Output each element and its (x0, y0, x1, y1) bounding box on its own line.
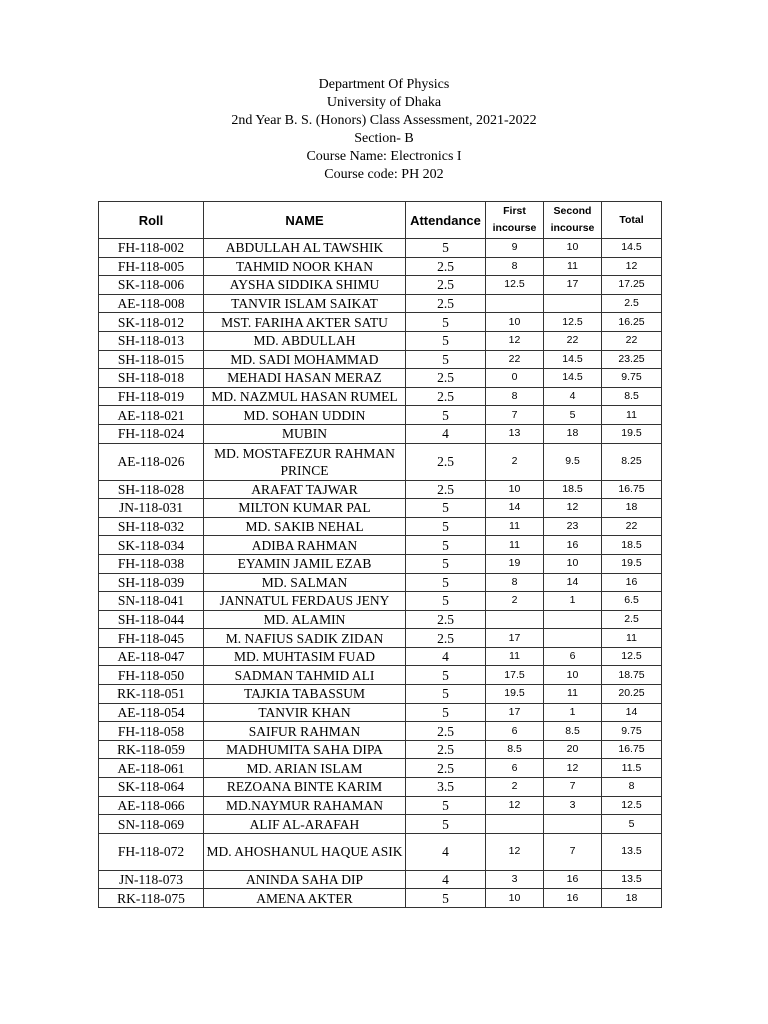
assessment-table (98, 201, 662, 908)
cell-first-incourse (486, 610, 544, 629)
cell-total: 8.5 (602, 387, 662, 406)
cell-total: 20.25 (602, 685, 662, 704)
header-roll: Roll (99, 202, 204, 239)
cell-name: MILTON KUMAR PAL (204, 499, 406, 518)
cell-attendance: 4 (406, 647, 486, 666)
cell-roll: AE-118-021 (99, 406, 204, 425)
table-row (99, 647, 662, 666)
cell-first-incourse: 2 (486, 443, 544, 480)
cell-first-incourse: 17 (486, 703, 544, 722)
cell-first-incourse: 2 (486, 778, 544, 797)
cell-second-incourse: 6 (544, 647, 602, 666)
table-row (99, 759, 662, 778)
cell-name: ANINDA SAHA DIP (204, 870, 406, 889)
table-row (99, 889, 662, 908)
cell-name: MD. SALMAN (204, 573, 406, 592)
cell-attendance: 5 (406, 313, 486, 332)
cell-attendance: 5 (406, 406, 486, 425)
cell-name: MD. SOHAN UDDIN (204, 406, 406, 425)
cell-roll: AE-118-066 (99, 796, 204, 815)
cell-attendance: 5 (406, 350, 486, 369)
table-row (99, 499, 662, 518)
table-row (99, 239, 662, 258)
cell-first-incourse: 8.5 (486, 740, 544, 759)
cell-total: 23.25 (602, 350, 662, 369)
cell-roll: FH-118-050 (99, 666, 204, 685)
table-row (99, 592, 662, 611)
table-row (99, 610, 662, 629)
cell-name: MD. SAKIB NEHAL (204, 517, 406, 536)
cell-attendance: 5 (406, 331, 486, 350)
table-row (99, 870, 662, 889)
cell-first-incourse: 12 (486, 331, 544, 350)
cell-roll: AE-118-008 (99, 294, 204, 313)
cell-total: 8 (602, 778, 662, 797)
cell-second-incourse: 1 (544, 703, 602, 722)
cell-total: 16 (602, 573, 662, 592)
cell-second-incourse: 10 (544, 554, 602, 573)
cell-name: MD.NAYMUR RAHAMAN (204, 796, 406, 815)
table-row (99, 554, 662, 573)
cell-roll: AE-118-026 (99, 443, 204, 480)
cell-roll: FH-118-024 (99, 424, 204, 443)
header-attendance: Attendance (406, 202, 486, 239)
cell-total: 9.75 (602, 369, 662, 388)
cell-name: MD. MUHTASIM FUAD (204, 647, 406, 666)
cell-total: 2.5 (602, 610, 662, 629)
cell-attendance: 2.5 (406, 443, 486, 480)
cell-name: MADHUMITA SAHA DIPA (204, 740, 406, 759)
header-first-incourse: First incourse (486, 202, 544, 239)
cell-first-incourse: 11 (486, 517, 544, 536)
table-row (99, 629, 662, 648)
cell-roll: SH-118-013 (99, 331, 204, 350)
table-row (99, 276, 662, 295)
cell-name: MD. ALAMIN (204, 610, 406, 629)
table-row (99, 796, 662, 815)
table-row (99, 257, 662, 276)
cell-total: 22 (602, 517, 662, 536)
cell-first-incourse: 12.5 (486, 276, 544, 295)
cell-second-incourse: 12 (544, 499, 602, 518)
cell-first-incourse: 13 (486, 424, 544, 443)
cell-attendance: 2.5 (406, 387, 486, 406)
cell-attendance: 4 (406, 833, 486, 870)
cell-attendance: 4 (406, 870, 486, 889)
cell-roll: FH-118-002 (99, 239, 204, 258)
cell-second-incourse: 14 (544, 573, 602, 592)
cell-attendance: 5 (406, 499, 486, 518)
cell-total: 6.5 (602, 592, 662, 611)
table-row (99, 406, 662, 425)
section-label: Section- B (354, 131, 414, 146)
cell-roll: RK-118-059 (99, 740, 204, 759)
cell-attendance: 5 (406, 796, 486, 815)
cell-first-incourse: 8 (486, 387, 544, 406)
cell-first-incourse: 10 (486, 889, 544, 908)
cell-first-incourse: 6 (486, 722, 544, 741)
cell-total: 16.75 (602, 740, 662, 759)
cell-name: MUBIN (204, 424, 406, 443)
cell-name: TANVIR ISLAM SAIKAT (204, 294, 406, 313)
cell-roll: FH-118-045 (99, 629, 204, 648)
header-second-incourse: Second incourse (544, 202, 602, 239)
table-row (99, 387, 662, 406)
assessment-title: 2nd Year B. S. (Honors) Class Assessment, 2021-2022 (231, 113, 537, 128)
cell-attendance: 2.5 (406, 759, 486, 778)
cell-attendance: 2.5 (406, 722, 486, 741)
cell-name: SAIFUR RAHMAN (204, 722, 406, 741)
cell-second-incourse: 23 (544, 517, 602, 536)
cell-total: 12 (602, 257, 662, 276)
cell-total: 19.5 (602, 424, 662, 443)
cell-first-incourse: 22 (486, 350, 544, 369)
cell-roll: SH-118-039 (99, 573, 204, 592)
cell-name: AMENA AKTER (204, 889, 406, 908)
cell-first-incourse (486, 815, 544, 834)
cell-total: 12.5 (602, 796, 662, 815)
cell-name: MD. AHOSHANUL HAQUE ASIK (204, 833, 406, 870)
cell-first-incourse: 9 (486, 239, 544, 258)
cell-second-incourse: 11 (544, 685, 602, 704)
cell-first-incourse: 11 (486, 647, 544, 666)
cell-second-incourse: 12.5 (544, 313, 602, 332)
cell-total: 16.25 (602, 313, 662, 332)
table-row (99, 443, 662, 480)
cell-name: TAJKIA TABASSUM (204, 685, 406, 704)
cell-first-incourse: 12 (486, 796, 544, 815)
cell-total: 14.5 (602, 239, 662, 258)
table-row (99, 350, 662, 369)
cell-second-incourse: 3 (544, 796, 602, 815)
table-row (99, 778, 662, 797)
cell-total: 13.5 (602, 870, 662, 889)
course-name: Course Name: Electronics I (306, 149, 462, 164)
cell-first-incourse: 0 (486, 369, 544, 388)
cell-attendance: 5 (406, 815, 486, 834)
cell-total: 17.25 (602, 276, 662, 295)
cell-second-incourse: 11 (544, 257, 602, 276)
cell-second-incourse: 7 (544, 778, 602, 797)
document-header (0, 76, 768, 184)
cell-name: MEHADI HASAN MERAZ (204, 369, 406, 388)
cell-roll: SH-118-015 (99, 350, 204, 369)
cell-second-incourse: 10 (544, 666, 602, 685)
table-row (99, 313, 662, 332)
cell-attendance: 2.5 (406, 740, 486, 759)
cell-name: ALIF AL-ARAFAH (204, 815, 406, 834)
cell-name: JANNATUL FERDAUS JENY (204, 592, 406, 611)
cell-name: MD. NAZMUL HASAN RUMEL (204, 387, 406, 406)
cell-total: 18.75 (602, 666, 662, 685)
cell-attendance: 5 (406, 239, 486, 258)
cell-second-incourse (544, 294, 602, 313)
cell-name: SADMAN TAHMID ALI (204, 666, 406, 685)
cell-total: 22 (602, 331, 662, 350)
cell-roll: SK-118-006 (99, 276, 204, 295)
cell-roll: SH-118-032 (99, 517, 204, 536)
table-header-row (99, 202, 662, 239)
table-row (99, 740, 662, 759)
cell-attendance: 5 (406, 685, 486, 704)
cell-name: ARAFAT TAJWAR (204, 480, 406, 499)
cell-attendance: 5 (406, 517, 486, 536)
cell-total: 18 (602, 499, 662, 518)
table-row (99, 703, 662, 722)
cell-second-incourse: 16 (544, 870, 602, 889)
table-row (99, 294, 662, 313)
cell-first-incourse: 17.5 (486, 666, 544, 685)
cell-first-incourse: 11 (486, 536, 544, 555)
cell-name: MST. FARIHA AKTER SATU (204, 313, 406, 332)
cell-total: 11.5 (602, 759, 662, 778)
cell-first-incourse: 12 (486, 833, 544, 870)
cell-second-incourse: 12 (544, 759, 602, 778)
cell-first-incourse: 10 (486, 480, 544, 499)
cell-second-incourse: 18 (544, 424, 602, 443)
cell-roll: FH-118-019 (99, 387, 204, 406)
cell-second-incourse (544, 629, 602, 648)
cell-second-incourse: 17 (544, 276, 602, 295)
cell-attendance: 2.5 (406, 610, 486, 629)
cell-attendance: 2.5 (406, 276, 486, 295)
cell-second-incourse: 7 (544, 833, 602, 870)
table-row (99, 480, 662, 499)
cell-second-incourse: 18.5 (544, 480, 602, 499)
table-row (99, 573, 662, 592)
cell-first-incourse: 14 (486, 499, 544, 518)
cell-attendance: 5 (406, 592, 486, 611)
department-title: Department Of Physics (318, 77, 450, 92)
cell-first-incourse: 10 (486, 313, 544, 332)
cell-total: 18 (602, 889, 662, 908)
cell-first-incourse: 8 (486, 257, 544, 276)
table-row (99, 331, 662, 350)
cell-first-incourse: 6 (486, 759, 544, 778)
cell-total: 16.75 (602, 480, 662, 499)
cell-name: ABDULLAH AL TAWSHIK (204, 239, 406, 258)
cell-first-incourse (486, 294, 544, 313)
table-row (99, 685, 662, 704)
cell-attendance: 2.5 (406, 294, 486, 313)
table-row (99, 666, 662, 685)
cell-name: MD. ABDULLAH (204, 331, 406, 350)
cell-roll: FH-118-038 (99, 554, 204, 573)
cell-second-incourse: 22 (544, 331, 602, 350)
cell-name: MD. ARIAN ISLAM (204, 759, 406, 778)
cell-name: TAHMID NOOR KHAN (204, 257, 406, 276)
cell-attendance: 2.5 (406, 369, 486, 388)
cell-total: 13.5 (602, 833, 662, 870)
cell-roll: AE-118-061 (99, 759, 204, 778)
cell-second-incourse (544, 815, 602, 834)
cell-roll: SH-118-044 (99, 610, 204, 629)
table-row (99, 424, 662, 443)
cell-roll: SH-118-018 (99, 369, 204, 388)
cell-first-incourse: 19.5 (486, 685, 544, 704)
cell-total: 11 (602, 629, 662, 648)
cell-first-incourse: 17 (486, 629, 544, 648)
cell-roll: SK-118-064 (99, 778, 204, 797)
cell-roll: FH-118-058 (99, 722, 204, 741)
university-title: University of Dhaka (326, 95, 442, 110)
cell-name: TANVIR KHAN (204, 703, 406, 722)
cell-total: 18.5 (602, 536, 662, 555)
table-row (99, 815, 662, 834)
cell-second-incourse: 9.5 (544, 443, 602, 480)
cell-first-incourse: 3 (486, 870, 544, 889)
course-code: Course code: PH 202 (324, 167, 444, 182)
cell-attendance: 3.5 (406, 778, 486, 797)
cell-name: REZOANA BINTE KARIM (204, 778, 406, 797)
cell-second-incourse: 14.5 (544, 350, 602, 369)
cell-roll: SK-118-034 (99, 536, 204, 555)
cell-attendance: 2.5 (406, 257, 486, 276)
cell-name: ADIBA RAHMAN (204, 536, 406, 555)
cell-attendance: 5 (406, 666, 486, 685)
cell-second-incourse: 8.5 (544, 722, 602, 741)
cell-name: M. NAFIUS SADIK ZIDAN (204, 629, 406, 648)
cell-roll: RK-118-051 (99, 685, 204, 704)
table-row (99, 833, 662, 870)
cell-total: 5 (602, 815, 662, 834)
cell-roll: JN-118-031 (99, 499, 204, 518)
cell-attendance: 2.5 (406, 480, 486, 499)
table-row (99, 517, 662, 536)
cell-total: 8.25 (602, 443, 662, 480)
cell-name: EYAMIN JAMIL EZAB (204, 554, 406, 573)
cell-attendance: 2.5 (406, 629, 486, 648)
cell-second-incourse: 4 (544, 387, 602, 406)
cell-second-incourse: 14.5 (544, 369, 602, 388)
cell-name: MD. SADI MOHAMMAD (204, 350, 406, 369)
cell-second-incourse: 16 (544, 536, 602, 555)
cell-total: 9.75 (602, 722, 662, 741)
cell-second-incourse: 20 (544, 740, 602, 759)
cell-second-incourse: 16 (544, 889, 602, 908)
cell-attendance: 5 (406, 554, 486, 573)
cell-roll: SH-118-028 (99, 480, 204, 499)
cell-second-incourse (544, 610, 602, 629)
cell-first-incourse: 7 (486, 406, 544, 425)
cell-total: 11 (602, 406, 662, 425)
cell-roll: SN-118-041 (99, 592, 204, 611)
table-row (99, 369, 662, 388)
cell-roll: AE-118-054 (99, 703, 204, 722)
cell-name: AYSHA SIDDIKA SHIMU (204, 276, 406, 295)
cell-total: 12.5 (602, 647, 662, 666)
cell-first-incourse: 8 (486, 573, 544, 592)
cell-roll: JN-118-073 (99, 870, 204, 889)
table-body (99, 239, 662, 908)
cell-attendance: 5 (406, 536, 486, 555)
cell-second-incourse: 5 (544, 406, 602, 425)
cell-roll: SN-118-069 (99, 815, 204, 834)
cell-roll: SK-118-012 (99, 313, 204, 332)
header-name: NAME (204, 202, 406, 239)
cell-second-incourse: 10 (544, 239, 602, 258)
cell-total: 19.5 (602, 554, 662, 573)
cell-second-incourse: 1 (544, 592, 602, 611)
table-row (99, 722, 662, 741)
cell-attendance: 5 (406, 573, 486, 592)
cell-total: 14 (602, 703, 662, 722)
cell-roll: RK-118-075 (99, 889, 204, 908)
cell-first-incourse: 2 (486, 592, 544, 611)
cell-attendance: 5 (406, 703, 486, 722)
cell-attendance: 5 (406, 889, 486, 908)
header-total: Total (602, 202, 662, 239)
cell-roll: AE-118-047 (99, 647, 204, 666)
cell-name: MD. MOSTAFEZUR RAHMAN PRINCE (204, 443, 406, 480)
cell-roll: FH-118-072 (99, 833, 204, 870)
cell-attendance: 4 (406, 424, 486, 443)
table-row (99, 536, 662, 555)
cell-roll: FH-118-005 (99, 257, 204, 276)
cell-total: 2.5 (602, 294, 662, 313)
cell-first-incourse: 19 (486, 554, 544, 573)
